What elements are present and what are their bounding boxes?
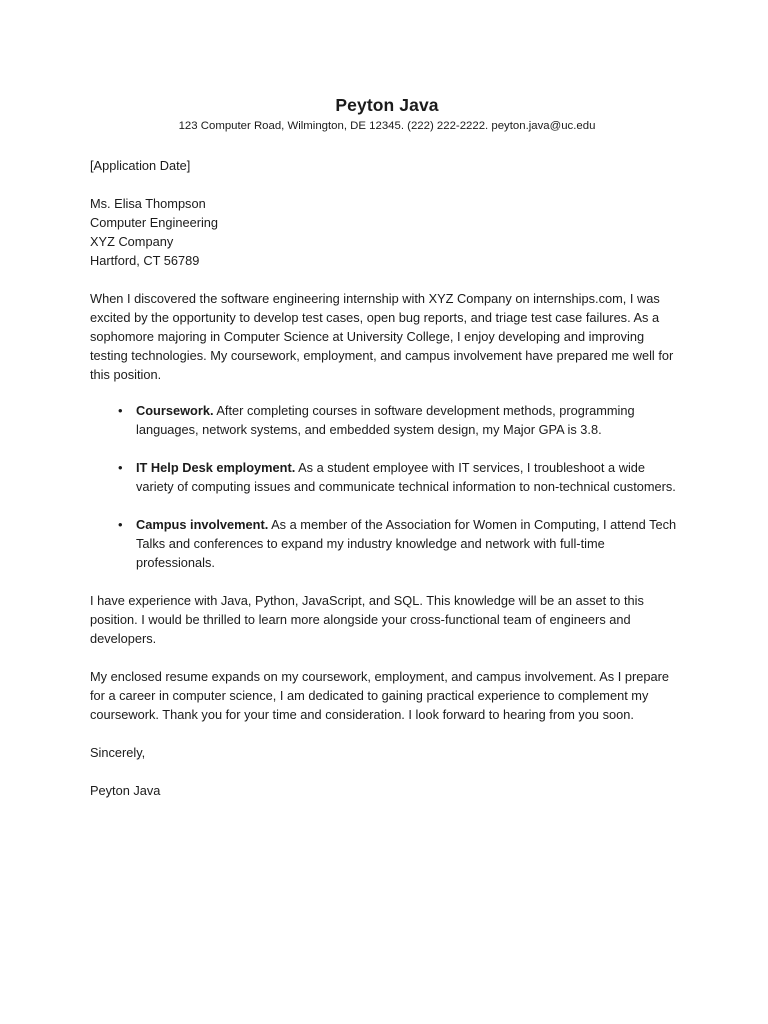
- list-item-coursework: [90, 401, 684, 439]
- intro-paragraph: When I discovered the software engineering internship with XYZ Company on internships.com, I was excited by the opportunity to develop test cases, open bug reports, and triage test case failures. As a sophomore majoring in Computer Science at University College, I enjoy developing and improving testing technologies. My coursework, employment, and campus involvement have prepared me well for this position.: [90, 291, 674, 382]
- bullet-text: As a student employee with IT services, I troubleshoot a wide variety of computing issues and communicate technical information to non-technical customers.: [136, 460, 676, 494]
- recipient-department: Computer Engineering: [90, 215, 219, 230]
- closing-paragraph: My enclosed resume expands on my coursework, employment, and campus involvement. As I prepare for a career in computer science, I am dedicated to gaining practical experience to complement my coursework. Thank you for your time and consideration. I look forward to hearing from you soon.: [90, 669, 669, 722]
- signature-name: Peyton Java: [90, 783, 161, 798]
- recipient-city: Hartford, CT 56789: [90, 253, 200, 268]
- bullet-label: Campus involvement.: [136, 517, 269, 532]
- application-date-placeholder: [Application Date]: [90, 158, 191, 173]
- bullet-text: After completing courses in software development methods, programming languages, network systems, and embedded system design, my Major GPA is 3.8.: [136, 403, 635, 437]
- bullet-label: IT Help Desk employment.: [136, 460, 296, 475]
- contact-line: 123 Computer Road, Wilmington, DE 12345. (222) 222-2222. peyton.java@uc.edu: [178, 120, 596, 132]
- applicant-name: Peyton Java: [335, 95, 439, 115]
- valediction: Sincerely,: [90, 745, 146, 760]
- list-item-employment: [90, 458, 684, 496]
- skills-paragraph: I have experience with Java, Python, JavaScript, and SQL. This knowledge will be an asset to this position. I would be thrilled to learn more alongside your cross-functional team of engineers and developers.: [90, 593, 644, 646]
- bullet-text: As a member of the Association for Women in Computing, I attend Tech Talks and conferences to expand my industry knowledge and network with full-time professionals.: [136, 517, 677, 570]
- bullet-label: Coursework.: [136, 403, 214, 418]
- recipient-company: XYZ Company: [90, 234, 174, 249]
- list-item-campus-involvement: [90, 515, 684, 572]
- recipient-name: Ms. Elisa Thompson: [90, 196, 206, 211]
- recipient-block: [90, 194, 684, 270]
- letterhead: [90, 93, 684, 134]
- qualifications-list: [90, 401, 684, 572]
